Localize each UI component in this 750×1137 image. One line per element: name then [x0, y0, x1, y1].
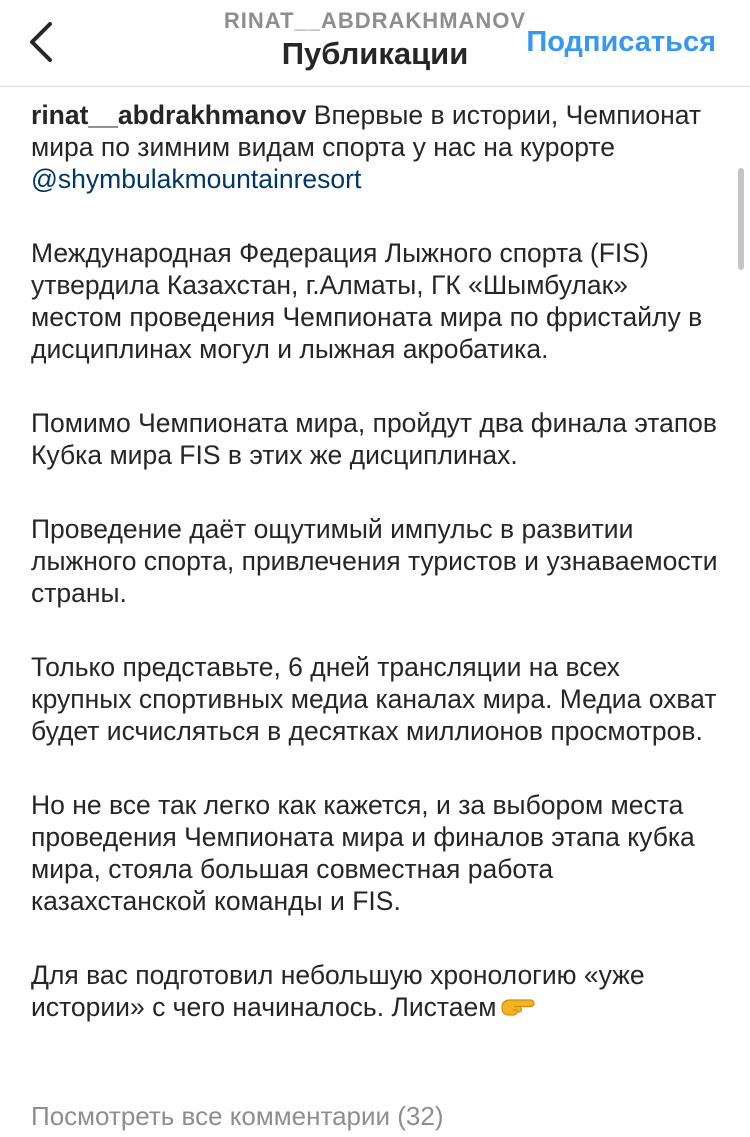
view-all-comments-link[interactable]: Посмотреть все комментарии (32)	[31, 1101, 444, 1131]
top-navigation-bar	[0, 0, 750, 87]
caption-paragraph: Только представьте, 6 дней трансляции на всех крупных спортивных медиа каналах мира. Медиа охват будет исчисляться в десятках миллионов просмотров.	[31, 652, 717, 746]
follow-button[interactable]: Подписаться	[526, 26, 716, 58]
caption-paragraph: Международная Федерация Лыжного спорта (FIS) утвердила Казахстан, г.Алматы, ГК «Шымбулак» местом проведения Чемпионата мира по фристайлу в дисциплинах могул и лыжная акробатика.	[31, 238, 703, 364]
scrollbar[interactable]	[738, 168, 744, 270]
caption-last-paragraph	[31, 959, 721, 1025]
caption-intro-text: Впервые в истории, Чемпионат мира по зимним видам спорта у нас на курорте	[31, 100, 702, 162]
page-title: Публикации	[281, 36, 469, 71]
caption-intro	[31, 99, 721, 195]
mention-link[interactable]: @shymbulakmountainresort	[31, 164, 362, 194]
caption-paragraph: Проведение даёт ощутимый импульс в развитии лыжного спорта, привлечения туристов и узнаваемости страны.	[31, 514, 718, 608]
pointing-hand-icon	[500, 993, 536, 1025]
caption-username[interactable]: rinat__abdrakhmanov	[31, 100, 307, 130]
caption-paragraph: Помимо Чемпионата мира, пройдут два финала этапов Кубка мира FIS в этих же дисциплинах.	[31, 408, 717, 470]
header-username: RINAT__ABDRAKHMANOV	[223, 8, 527, 33]
caption-last-text: Для вас подготовил небольшую хронологию «уже истории» с чего начиналось. Листаем	[31, 960, 645, 1022]
caption-paragraph: Но не все так легко как кажется, и за выбором места проведения Чемпионата мира и финалов этапа кубка мира, стояла большая совместная работа казахстанской команды и FIS.	[31, 790, 695, 916]
post-caption	[31, 99, 721, 1067]
